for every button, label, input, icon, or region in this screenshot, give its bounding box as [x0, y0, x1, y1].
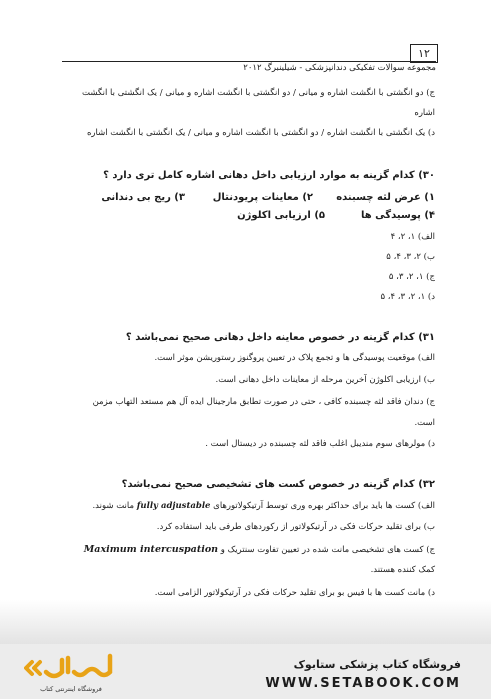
q31-option-b: ب) ارزیابی اکلوژن آخرین مرحله از معاینات داخل دهانی است.	[215, 375, 435, 385]
logo-letter-3	[74, 656, 110, 675]
q32-option-d: د) مانت کست ها با فیس بو برای تقلید حرکات فکی در آرتیکولاتور الزامی است.	[154, 588, 435, 598]
q30-item-1: ۱) عرض لثه چسبنده	[336, 192, 435, 203]
shop-url-link[interactable]: WWW.SETABOOK.COM	[265, 676, 461, 691]
q31-option-d: د) مولرهای سوم مندیبل اغلب فاقد لثه چسبنده در دیستال است .	[205, 439, 435, 449]
q30-answer-d: د) ۱، ۲، ۳، ۴، ۵	[380, 292, 435, 302]
logo-chevron-inner	[34, 662, 40, 674]
q30-answer-b: ب) ۲، ۳، ۴، ۵	[386, 252, 435, 262]
shop-name: فروشگاه کتاب پزشکی ستابوک	[293, 658, 461, 671]
prev-option-c-line2: اشاره	[414, 108, 435, 118]
header-rule	[62, 61, 436, 62]
q30-answer-a: الف) ۱، ۲، ۴	[390, 232, 435, 242]
q31-option-c: ج) دندان فاقد لثه چسبنده کافی ، حتی در صورت تطابق مارجینال ایده آل هم مستعد التهاب مزمن	[92, 397, 435, 407]
page-number: ۱۲	[410, 44, 438, 63]
question-32-title: ۳۲) کدام گزینه در خصوص کست های تشخیصی صحیح نمی‌باشد؟	[121, 479, 435, 490]
q30-item-2: ۲) معاینات پریودنتال	[212, 192, 313, 203]
q32-option-a-end: مانت شوند.	[92, 501, 135, 511]
prev-option-c-line1: ج) دو انگشتی با انگشت اشاره و میانی / دو انگشتی با انگشت اشاره و میانی / یک انگشتی با انگشت	[82, 88, 435, 98]
q32-option-c	[84, 544, 435, 555]
q31-option-a: الف) موقعیت پوسیدگی ها و تجمع پلاک در تعیین پروگنوز رستوریشن موثر است.	[154, 353, 435, 363]
prev-option-d: د) یک انگشتی با انگشت اشاره / دو انگشتی با انگشت اشاره و میانی / یک انگشتی با انگشت اشاره	[86, 128, 435, 138]
q32-option-a-text: الف) کست ها باید برای حداکثر بهره وری توسط آرتیکولاتورهای	[213, 501, 435, 511]
q32-option-b: ب) برای تقلید حرکات فکی در آرتیکولاتور از رکوردهای طرفی باید استفاده کرد.	[156, 522, 435, 532]
q32-option-c-english: Maximum intercuspation	[83, 544, 219, 555]
logo-subtitle: فروشگاه اینترنتی کتاب	[40, 685, 102, 693]
q32-option-a	[92, 501, 435, 511]
question-30-title: ۳۰) کدام گزینه به موارد ارزیابی داخل دهانی اشاره کامل تری دارد ؟	[103, 170, 435, 181]
footer-fade	[0, 600, 491, 650]
q32-option-a-english: fully adjustable	[136, 501, 211, 511]
q30-item-4: ۴) پوسیدگی ها	[361, 210, 435, 221]
q32-option-c-text: ج) کست های تشخیصی مانت شده در تعیین تفاوت سنتریک و	[220, 545, 435, 555]
q30-answer-c: ج) ۱، ۲، ۳، ۵	[388, 272, 435, 282]
q32-option-c-cont: کمک کننده هستند.	[370, 565, 435, 575]
running-header-title: مجموعه سوالات تفکیکی دندانپزشکی - شیلینبرگ ۲۰۱۲	[243, 63, 436, 73]
question-31-title: ۳۱) کدام گزینه در خصوص معاینه داخل دهانی صحیح نمی‌باشد ؟	[125, 332, 435, 343]
logo-chevron-outer	[26, 662, 32, 674]
q30-item-3: ۳) ریج بی دندانی	[101, 192, 185, 203]
q30-item-5: ۵) ارزیابی اکلوژن	[237, 210, 325, 221]
logo-letter-1	[46, 660, 62, 676]
q31-option-c-cont: است.	[414, 418, 435, 428]
